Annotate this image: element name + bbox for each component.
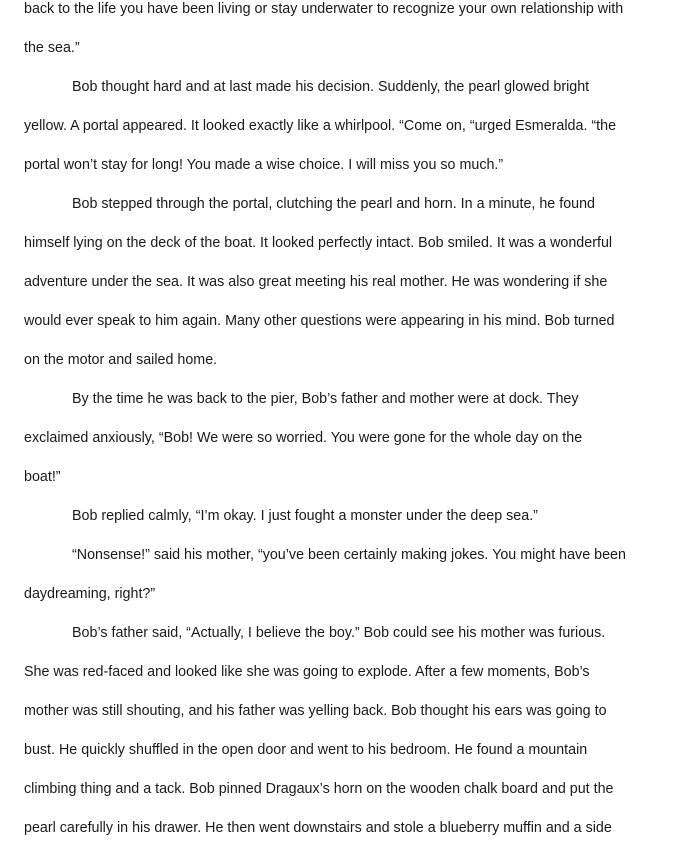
paragraph-start-line: Bob replied calmly, “I’m okay. I just fought a monster under the deep sea.” (72, 508, 538, 524)
text-line: mother was still shouting, and his father was yelling back. Bob thought his ears was going to (24, 703, 607, 719)
text-line: boat!” (24, 469, 61, 485)
text-line: daydreaming, right?” (24, 586, 156, 602)
paragraph-start-line: Bob’s father said, “Actually, I believe the boy.” Bob could see his mother was furious. (72, 625, 606, 641)
text-line: on the motor and sailed home. (24, 352, 218, 368)
text-line: climbing thing and a tack. Bob pinned Dragaux’s horn on the wooden chalk board and put the (24, 781, 614, 797)
text-line: bust. He quickly shuffled in the open door and went to his bedroom. He found a mountain (24, 742, 588, 758)
text-line: would ever speak to him again. Many other questions were appearing in his mind. Bob turned (24, 313, 615, 329)
text-line: pearl carefully in his drawer. He then went downstairs and stole a blueberry muffin and a side (24, 820, 612, 836)
text-line: himself lying on the deck of the boat. It looked perfectly intact. Bob smiled. It was a wonderful (24, 235, 613, 251)
text-line: exclaimed anxiously, “Bob! We were so worried. You were gone for the whole day on the (24, 430, 583, 446)
paragraph-start-line: By the time he was back to the pier, Bob’s father and mother were at dock. They (72, 391, 579, 407)
paragraph-start-line: Bob thought hard and at last made his decision. Suddenly, the pearl glowed bright (72, 79, 590, 95)
text-line: portal won’t stay for long! You made a wise choice. I will miss you so much.” (24, 157, 504, 173)
text-line: back to the life you have been living or stay underwater to recognize your own relationship with (24, 1, 624, 17)
text-line: yellow. A portal appeared. It looked exactly like a whirlpool. “Come on, “urged Esmeralda. “the (24, 118, 617, 134)
text-line: the sea.” (24, 40, 80, 56)
text-line: She was red-faced and looked like she was going to explode. After a few moments, Bob’s (24, 664, 590, 680)
paragraph-start-line: Bob stepped through the portal, clutching the pearl and horn. In a minute, he found (72, 196, 595, 212)
text-line: adventure under the sea. It was also great meeting his real mother. He was wondering if she (24, 274, 608, 290)
paragraph-start-line: “Nonsense!” said his mother, “you’ve been certainly making jokes. You might have been (72, 547, 626, 563)
